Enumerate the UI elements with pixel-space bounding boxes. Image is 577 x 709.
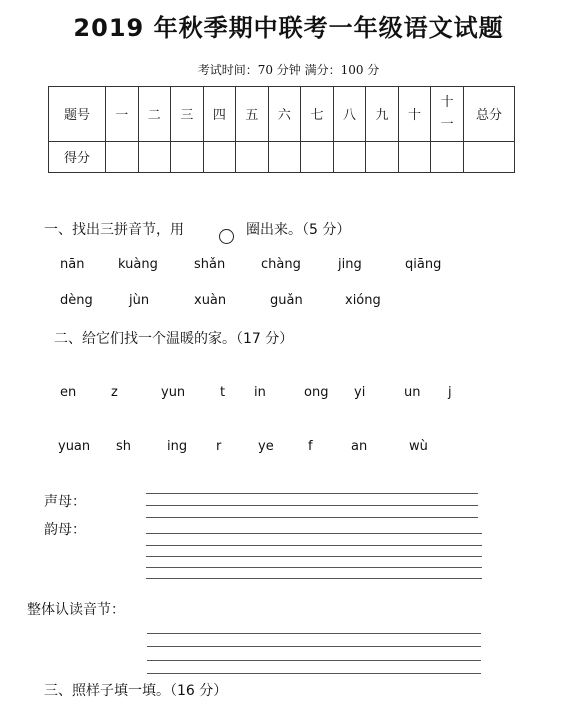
score-header-eleven: 十一	[440, 94, 454, 132]
pinyin-item: qiāng	[405, 257, 442, 272]
answer-line[interactable]	[146, 578, 482, 579]
pinyin-item: shǎn	[194, 257, 226, 272]
score-header-cell: 九	[366, 87, 399, 142]
pinyin-item: en	[60, 385, 77, 400]
pinyin-item: z	[111, 385, 118, 400]
score-cell[interactable]	[366, 141, 399, 172]
pinyin-item: yun	[161, 385, 186, 400]
page-title: 2019 年秋季期中联考一年级语文试题	[73, 14, 504, 42]
score-cell[interactable]	[106, 141, 139, 172]
pinyin-item: f	[308, 439, 313, 454]
score-cell[interactable]	[138, 141, 171, 172]
answer-line[interactable]	[147, 646, 481, 647]
score-header-cell: 十	[398, 87, 431, 142]
answer-line[interactable]	[146, 556, 482, 557]
score-cell[interactable]	[268, 141, 301, 172]
section3-heading: 三、照样子填一填。（16 分）	[44, 683, 228, 699]
exam-info: 考试时间：70 分钟 满分：100 分	[197, 63, 380, 77]
answer-line[interactable]	[147, 660, 481, 661]
score-header-cell: 一	[106, 87, 139, 142]
score-row-label: 得分	[49, 141, 106, 172]
pinyin-item: xuàn	[194, 293, 227, 308]
pinyin-item: dèng	[60, 293, 93, 308]
score-header-cell: 三	[171, 87, 204, 142]
score-cell[interactable]	[398, 141, 431, 172]
pinyin-item: t	[220, 385, 226, 400]
pinyin-item: in	[254, 385, 266, 400]
pinyin-item: ye	[258, 439, 274, 454]
section1-heading-end: 圈出来。（5 分）	[246, 222, 351, 238]
pinyin-item: guǎn	[270, 293, 303, 308]
pinyin-item: chàng	[261, 257, 301, 272]
pinyin-item: ing	[167, 439, 188, 454]
label-zhengti: 整体认读音节：	[27, 602, 125, 618]
score-cell[interactable]	[236, 141, 269, 172]
circle-symbol-icon	[219, 229, 234, 244]
pinyin-item: sh	[116, 439, 132, 454]
score-cell[interactable]	[333, 141, 366, 172]
section1-heading-start: 一、找出三拼音节，用	[44, 222, 184, 238]
pinyin-item: un	[404, 385, 421, 400]
answer-line[interactable]	[146, 567, 482, 568]
score-header-cell: 总分	[464, 87, 515, 142]
score-table-header-row	[49, 87, 515, 142]
score-cell[interactable]	[171, 141, 204, 172]
pinyin-item: ong	[304, 385, 329, 400]
score-header-cell: 四	[203, 87, 236, 142]
pinyin-item: an	[351, 439, 368, 454]
answer-line[interactable]	[146, 517, 478, 518]
pinyin-item: xióng	[345, 293, 381, 308]
answer-line[interactable]	[147, 633, 481, 634]
answer-line[interactable]	[146, 545, 482, 546]
answer-line[interactable]	[147, 673, 481, 674]
pinyin-item: kuàng	[118, 257, 158, 272]
score-cell[interactable]	[464, 141, 515, 172]
pinyin-item: nān	[60, 257, 85, 272]
pinyin-item: r	[216, 439, 222, 454]
label-shengmu: 声母：	[44, 494, 86, 510]
score-cell[interactable]	[203, 141, 236, 172]
score-header-cell: 五	[236, 87, 269, 142]
score-header-cell: 七	[301, 87, 334, 142]
pinyin-item: yuan	[58, 439, 91, 454]
score-header-cell: 题号	[49, 87, 106, 142]
answer-line[interactable]	[146, 505, 478, 506]
section2-heading: 二、给它们找一个温暖的家。（17 分）	[54, 331, 294, 347]
score-header-cell: 二	[138, 87, 171, 142]
pinyin-item: yi	[354, 385, 366, 400]
score-header-cell	[431, 87, 464, 142]
pinyin-item: jing	[338, 257, 362, 272]
score-table	[48, 86, 515, 173]
score-cell[interactable]	[301, 141, 334, 172]
score-table-score-row	[49, 141, 515, 172]
pinyin-item: jùn	[129, 293, 150, 308]
pinyin-item: j	[448, 385, 452, 400]
score-cell[interactable]	[431, 141, 464, 172]
score-header-cell: 六	[268, 87, 301, 142]
pinyin-item: wù	[409, 439, 428, 454]
label-yunmu: 韵母：	[44, 522, 86, 538]
answer-line[interactable]	[146, 493, 478, 494]
score-header-cell: 八	[333, 87, 366, 142]
answer-line[interactable]	[146, 533, 482, 534]
